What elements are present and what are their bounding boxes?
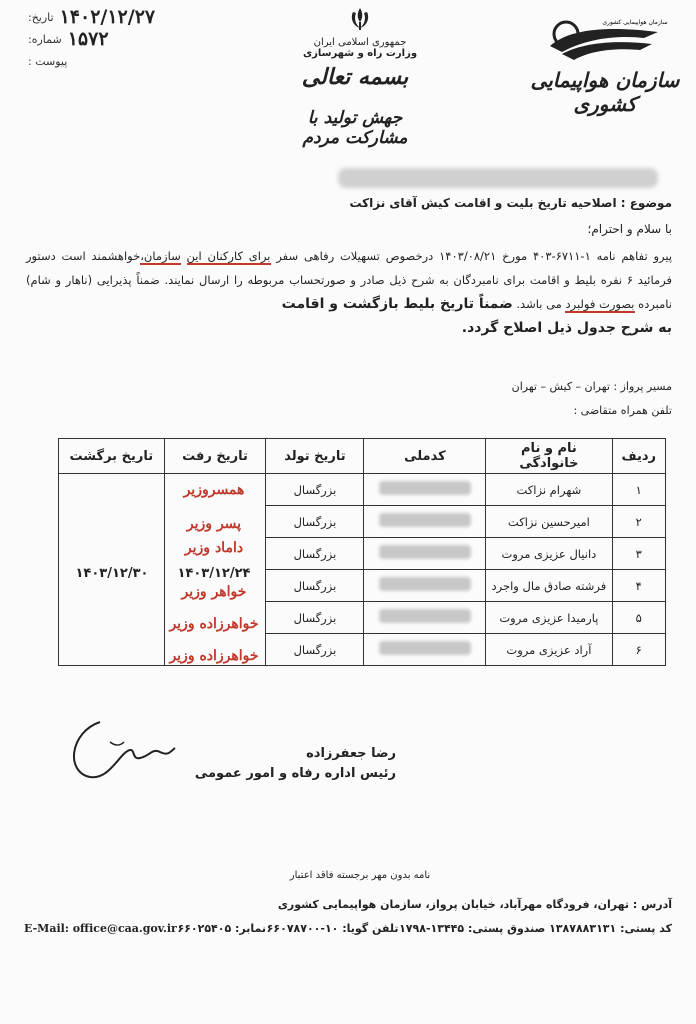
row-national-id <box>364 538 486 570</box>
footer-postal: کد پستی: ۱۳۸۷۸۸۳۱۳۱ صندوق پستی: ۱۳۴۴۵-۱۷۹۸ <box>399 922 672 935</box>
body-part-1b: برای کارکنان این <box>186 249 271 263</box>
flight-route <box>512 380 672 393</box>
caa-logo-icon <box>540 8 670 68</box>
footer-note: نامه بدون مهر برجسته فاقد اعتبار <box>289 870 431 881</box>
col-return: تاریخ برگشت <box>59 439 165 474</box>
number-value: ۱۵۷۲ <box>67 28 109 50</box>
phone-line: تلفن همراه متقاضی : <box>573 404 672 417</box>
passenger-table <box>58 438 666 666</box>
row-index: ۵ <box>612 602 665 634</box>
relation-note: داماد وزیر <box>184 540 244 556</box>
row-national-id <box>364 602 486 634</box>
footer-fax: نمابر: ۶۶۰۲۵۴۰۵ <box>177 922 267 935</box>
bismillah: بسمه تعالی <box>301 64 409 90</box>
col-index: ردیف <box>612 439 665 474</box>
row-national-id <box>364 506 486 538</box>
col-name: نام و نام خانوادگی <box>486 439 612 474</box>
row-birth: بزرگسال <box>266 506 364 538</box>
body-part-1f: بصورت فولبرد <box>565 297 635 311</box>
row-birth: بزرگسال <box>266 570 364 602</box>
row-name: شهرام نزاکت <box>486 474 612 506</box>
signer-title: رئیس اداره رفاه و امور عمومی <box>194 766 396 781</box>
signature-icon <box>60 712 180 792</box>
redacted-id <box>379 577 471 591</box>
relation-note: خواهرزاده وزیر <box>169 616 259 632</box>
row-name: فرشته صادق مال واجرد <box>486 570 612 602</box>
row-birth: بزرگسال <box>266 602 364 634</box>
row-national-id <box>364 570 486 602</box>
ministry-line: وزارت راه و شهرسازی <box>302 48 418 59</box>
org-name: سازمان هواپیمایی کشوری <box>530 68 680 116</box>
return-date: ۱۴۰۳/۱۲/۳۰ <box>75 566 149 581</box>
row-index: ۲ <box>612 506 665 538</box>
footer-contact <box>24 922 672 935</box>
row-index: ۳ <box>612 538 665 570</box>
footer-address: آدرس : تهران، فرودگاه مهرآباد، خیابان پرواز، سازمان هواپیمایی کشوری <box>277 898 672 911</box>
letter-meta <box>28 6 178 72</box>
redacted-recipient <box>338 168 658 188</box>
footer-phone: تلفن گویا: ۱۰-۶۶۰۷۸۷۰۰ <box>266 922 399 935</box>
table-header-row <box>59 439 666 474</box>
departure-date: ۱۴۰۳/۱۲/۲۴ <box>177 566 251 581</box>
row-birth: بزرگسال <box>266 538 364 570</box>
relation-note: خواهرزاده وزیر <box>169 648 259 664</box>
iran-emblem-icon <box>347 6 373 32</box>
redacted-id <box>379 641 471 655</box>
relation-note: همسروزیر <box>183 482 245 498</box>
row-national-id <box>364 634 486 666</box>
row-name: آراد عزیزی مروت <box>486 634 612 666</box>
signer-name: رضا جعفرزاده <box>306 746 396 761</box>
republic-line: جمهوری اسلامی ایران <box>313 37 407 48</box>
letter-greeting: با سلام و احترام؛ <box>587 222 672 236</box>
col-birth: تاریخ تولد <box>266 439 364 474</box>
ministry-header <box>300 6 420 59</box>
redacted-id <box>379 481 471 495</box>
route-value: تهران – کیش – تهران <box>511 380 610 393</box>
slogan: جهش تولید با مشارکت مردم <box>302 108 408 148</box>
bold-sentence-2: به شرح جدول ذیل اصلاح گردد. <box>461 320 672 336</box>
letter-subject: موضوع : اصلاحیه تاریخ بلیت و اقامت کیش آقای نزاکت <box>349 196 672 210</box>
row-index: ۴ <box>612 570 665 602</box>
relation-note: پسر وزیر <box>186 516 242 532</box>
letter-body <box>26 244 672 340</box>
body-part-1a: پیرو تفاهم نامه ۱-۶۷۱۱-۴۰۳ مورخ ۱۴۰۳/۰۸/۲۱ درخصوص تسهیلات رفاهی سفر <box>276 249 673 263</box>
redacted-id <box>379 545 471 559</box>
attachment-label: پیوست : <box>28 54 68 68</box>
table-row <box>59 474 666 506</box>
date-label: تاریخ: <box>28 10 54 24</box>
row-index: ۱ <box>612 474 665 506</box>
body-part-1g: می باشد. <box>516 297 562 311</box>
footer-email: E-Mail: office@caa.gov.ir <box>24 922 177 935</box>
redacted-id <box>379 513 471 527</box>
row-national-id <box>364 474 486 506</box>
bold-sentence-1: ضمناً تاریخ بلیط بازگشت و اقامت <box>281 296 513 312</box>
body-part-1c: سازمان، <box>140 249 181 263</box>
body-part-1d: خواهشمند است دستور فرمائید ۶ نفره بلیط و اقامت برای نامبردگان به شرح ذیل صادر و صورتحساب مربوطه <box>26 249 673 287</box>
row-birth: بزرگسال <box>266 474 364 506</box>
row-birth: بزرگسال <box>266 634 364 666</box>
org-logo-text: سازمان هواپیمایی کشوری <box>602 19 668 26</box>
date-value: ۱۴۰۲/۱۲/۲۷ <box>59 6 156 28</box>
redacted-id <box>379 609 471 623</box>
row-name: امیرحسین نزاکت <box>486 506 612 538</box>
col-national-id: کدملی <box>364 439 486 474</box>
row-name: پارمیدا عزیزی مروت <box>486 602 612 634</box>
row-name: دانیال عزیزی مروت <box>486 538 612 570</box>
relation-note: خواهر وزیر <box>181 584 247 600</box>
route-label: مسیر پرواز : <box>613 380 672 393</box>
row-index: ۶ <box>612 634 665 666</box>
body-part-1e: را ارسال نمایند. ضمناً پذیرایی (ناهار و شام) نامبرده <box>26 273 672 311</box>
number-label: شماره: <box>28 32 62 46</box>
col-departure: تاریخ رفت <box>164 439 266 474</box>
